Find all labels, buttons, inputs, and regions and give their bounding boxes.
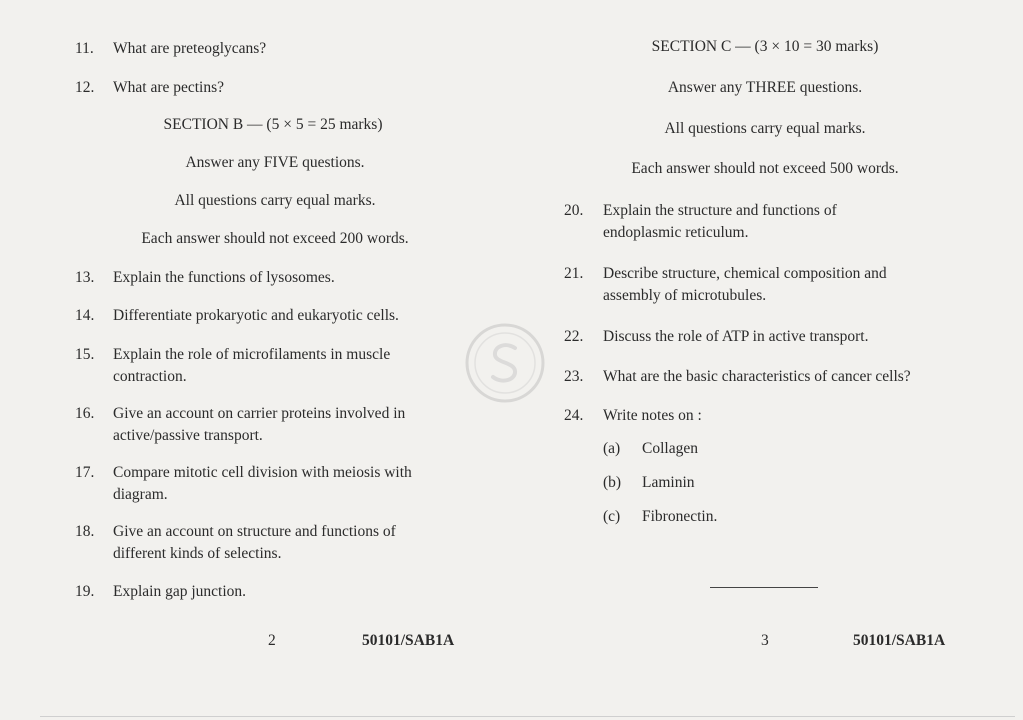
question-text-line-1: Explain the role of microfilaments in muscle	[113, 346, 391, 363]
question-text-line-1: Give an account on structure and functions of	[113, 523, 396, 540]
question-number: 16.	[75, 405, 95, 422]
question-number: 22.	[564, 328, 584, 345]
question-number: 20.	[564, 202, 584, 219]
question-text: Explain gap junction.	[113, 583, 247, 600]
paper-code: 50101/SAB1A	[853, 632, 946, 649]
section-b-instruction-1: Answer any FIVE questions.	[185, 154, 365, 171]
sub-item-text: Collagen	[642, 440, 698, 457]
question-number: 17.	[75, 464, 95, 481]
question-text-line-1: Describe structure, chemical composition and	[603, 265, 887, 282]
question-text: What are the basic characteristics of cancer cells?	[603, 368, 911, 385]
right-page	[512, 0, 1023, 720]
section-c-instruction-1: Answer any THREE questions.	[667, 79, 863, 96]
paper-code: 50101/SAB1A	[362, 632, 455, 649]
section-b-instruction-3: Each answer should not exceed 200 words.	[141, 230, 409, 247]
question-text: Write notes on :	[603, 407, 702, 424]
question-number: 15.	[75, 346, 95, 363]
question-text-line-2: contraction.	[113, 368, 187, 385]
question-number: 21.	[564, 265, 584, 282]
question-number: 11.	[75, 40, 94, 57]
question-text: What are pectins?	[113, 79, 225, 96]
section-c-title: SECTION C — (3 × 10 = 30 marks)	[651, 38, 879, 55]
question-number: 12.	[75, 79, 95, 96]
page-number: 2	[268, 632, 276, 649]
sub-item-label: (b)	[603, 474, 622, 491]
question-text: Differentiate prokaryotic and eukaryotic cells.	[113, 307, 399, 324]
section-b-title: SECTION B — (5 × 5 = 25 marks)	[163, 116, 383, 133]
question-number: 14.	[75, 307, 95, 324]
end-rule	[710, 587, 818, 588]
page-number: 3	[761, 632, 769, 649]
question-text: Explain the functions of lysosomes.	[113, 269, 335, 286]
question-text-line-1: Give an account on carrier proteins involved in	[113, 405, 406, 422]
question-text-line-2: active/passive transport.	[113, 427, 263, 444]
sub-item-text: Laminin	[642, 474, 695, 491]
question-text-line-2: endoplasmic reticulum.	[603, 224, 749, 241]
section-b-instruction-2: All questions carry equal marks.	[174, 192, 376, 209]
question-number: 18.	[75, 523, 95, 540]
question-text: Discuss the role of ATP in active transport.	[603, 328, 869, 345]
question-text-line-1: Compare mitotic cell division with meiosis with	[113, 464, 412, 481]
page-edge-line	[40, 716, 1015, 717]
question-number: 19.	[75, 583, 95, 600]
sub-item-label: (c)	[603, 508, 621, 525]
question-text-line-2: assembly of microtubules.	[603, 287, 767, 304]
question-text-line-2: diagram.	[113, 486, 168, 503]
sub-item-label: (a)	[603, 440, 621, 457]
question-number: 13.	[75, 269, 95, 286]
left-page	[0, 0, 510, 720]
question-number: 24.	[564, 407, 584, 424]
question-number: 23.	[564, 368, 584, 385]
question-text: What are preteoglycans?	[113, 40, 267, 57]
sub-item-text: Fibronectin.	[642, 508, 718, 525]
question-text-line-2: different kinds of selectins.	[113, 545, 282, 562]
question-text-line-1: Explain the structure and functions of	[603, 202, 837, 219]
section-c-instruction-2: All questions carry equal marks.	[664, 120, 866, 137]
section-c-instruction-3: Each answer should not exceed 500 words.	[631, 160, 899, 177]
